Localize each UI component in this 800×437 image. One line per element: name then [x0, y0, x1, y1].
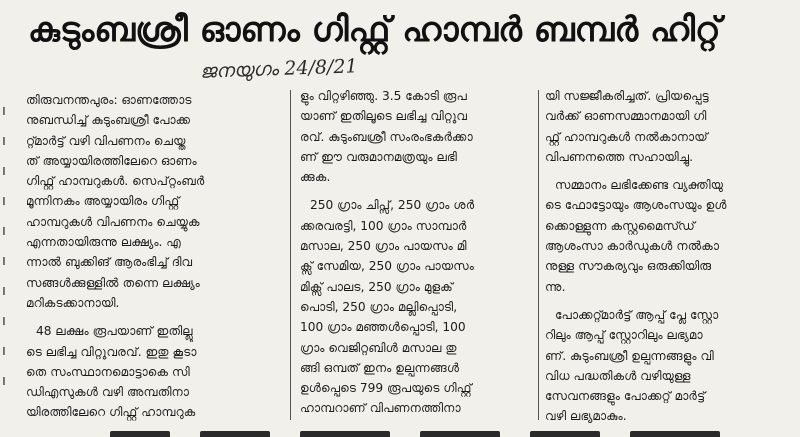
column-divider: [290, 90, 291, 420]
text-line: നുബന്ധിച്ച് കുടുംബശ്രീ പോക്ക: [26, 113, 191, 128]
text-line: മൂന്നിനകം അയ്യായിരം ഗിഫ്റ്റ്: [26, 194, 180, 209]
text-line: ഡിഎസുകൾ വഴി അമ്പതിനാ: [26, 385, 189, 400]
text-line: ടെ ലഭിച്ച വിറ്റുവരവ്. ഇതു കൂടാ: [26, 344, 197, 359]
text-line: ളും വിറ്റഴിഞ്ഞു. 3.5 കോടി രൂപ: [300, 89, 467, 103]
text-line: മറികടക്കാനായി.: [26, 295, 120, 310]
text-line: ഫ്റ്റ് ഹാമ്പറുകൾ നൽകാനായ്: [545, 129, 708, 144]
text-line: ഹാമ്പറാണ് വിപണനത്തിനാ: [300, 401, 461, 416]
column-divider: [538, 90, 539, 420]
text-line: ന്നാൽ ബുക്കിങ് ആരംഭിച്ച് ദിവ: [26, 255, 193, 270]
text-line: പോക്കറ്റ്മാർട്ട് ആപ്പ് പ്ലേ സ്റ്റോ: [555, 307, 719, 322]
text-line: ഹാമ്പറുകൾ വിപണനം ചെയ്യുക: [26, 214, 200, 229]
text-line: തെ സംസ്ഥാനമൊട്ടാകെ സി: [26, 364, 190, 379]
text-line: ക്കുക.: [300, 170, 331, 185]
paragraph-gap: [545, 167, 773, 175]
text-line: ഉൾപ്പെടെ 799 രൂപയുടെ ഗിഫ്റ്റ്: [300, 381, 472, 396]
text-line: ണ്. കുടുംബശ്രീ ഉല്പന്നങ്ങളും വി: [545, 348, 714, 363]
article-column-1: [26, 90, 280, 423]
paragraph-gap: [26, 313, 280, 321]
text-line: മസാല, 250 ഗ്രാം പായസം മി: [300, 239, 467, 254]
text-line: യിരത്തിലേറെ ഗിഫ്റ്റ് ഹാമ്പറുക: [26, 405, 196, 420]
next-headline-cutoff: [0, 424, 800, 437]
text-line: എന്നതായിരുന്നു ലക്ഷ്യം. എ: [26, 235, 181, 250]
text-line: നുള്ള സൗകര്യവും ഒരുക്കിയിരു: [545, 259, 712, 274]
paragraph-gap: [545, 297, 773, 305]
text-line: സേവനങ്ങളും പോക്കറ്റ് മാർട്ട്: [545, 389, 706, 404]
text-line: ന്നു.: [545, 279, 566, 294]
text-line: 100 ഗ്രാം മഞ്ഞൾപ്പൊടി, 100: [300, 320, 466, 335]
text-line: പൊടി, 250 ഗ്രാം മല്ലിപ്പൊടി,: [300, 299, 458, 314]
article-column-3: [545, 86, 773, 427]
text-line: വഴി ലഭ്യമാകും.: [545, 409, 627, 424]
text-line: സങ്ങൾക്കുള്ളിൽ തന്നെ ലക്ഷ്യം: [26, 275, 200, 290]
text-line: ക്കരവരട്ടി, 100 ഗ്രാം സാമ്പാർ: [300, 218, 467, 233]
text-line: 250 ഗ്രാം ചിപ്സ്, 250 ഗ്രാം ശർ: [310, 198, 475, 213]
text-line: മിക്സ് പാലട, 250 ഗ്രാം മുളക്: [300, 279, 453, 294]
text-line: ക്സ് സേമിയ, 250 ഗ്രാം പായസം: [300, 259, 475, 274]
text-line: റിലും ആപ്പ് സ്റ്റോറിലും ലഭ്യമാ: [545, 328, 703, 343]
text-line: ഗ്രാം വെജിറ്റബിൾ മസാല തു: [300, 340, 457, 355]
text-line: തിരുവനന്തപുരം: ഓണത്തോട: [26, 93, 192, 107]
text-line: ക്കൊള്ളുന്ന കസ്റ്റമൈസ്ഡ്: [545, 218, 695, 233]
handwritten-date: ജനയുഗം 24/8/21: [199, 55, 358, 83]
text-line: വിധ പദ്ധതികൾ വഴിയുള്ള: [545, 368, 691, 383]
text-line: രവ്. കുടുംബശ്രീ സംരംഭകർക്കാ: [300, 129, 473, 144]
headline: കുടുംബശ്രീ ഓണം ഗിഫ്റ്റ് ഹാമ്പർ ബമ്പർ ഹിറ്റ്: [28, 10, 721, 50]
text-line: ണ് ഈ വരുമാനമത്രയും ലഭി: [300, 149, 457, 164]
text-line: വിപണനത്തെ സഹായിച്ചു.: [545, 149, 694, 164]
text-line: ത് അയ്യായിരത്തിലേറെ ഓണം: [26, 153, 197, 168]
text-line: ങ്ങി ഒമ്പത് ഇനം ഉല്പന്നങ്ങൾ: [300, 360, 460, 375]
text-line: സമ്മാനം ലഭിക്കേണ്ട വ്യക്തിയു: [555, 178, 724, 193]
text-line: വർക്ക് ഓണസമ്മാനമായി ഗി: [545, 109, 707, 124]
paragraph-gap: [300, 187, 532, 195]
left-edge-marks: ı ı ı ı ı ı ı ı ı ı: [2, 103, 6, 389]
text-line: യി സജ്ജീകരിച്ചത്. പ്രിയപ്പെട്ട: [545, 89, 709, 103]
text-line: യാണ് ഇതിലൂടെ ലഭിച്ച വിറ്റുവ: [300, 109, 468, 124]
text-line: ഗിഫ്റ്റ് ഹാമ്പറുകൾ. സെപ്റ്റംബർ: [26, 174, 205, 189]
text-line: 48 ലക്ഷം രൂപയാണ് ഇതില്ലൂ: [36, 324, 193, 339]
text-line: ടെ ഫോട്ടോയും ആശംസയും ഉൾ: [545, 198, 727, 213]
text-line: ആശംസാ കാർഡുകൾ നൽകാ: [545, 239, 720, 254]
text-line: റ്റ്മാർട്ട് വഴി വിപണനം ചെയ്ത: [26, 133, 186, 148]
article-column-2: [300, 86, 532, 419]
